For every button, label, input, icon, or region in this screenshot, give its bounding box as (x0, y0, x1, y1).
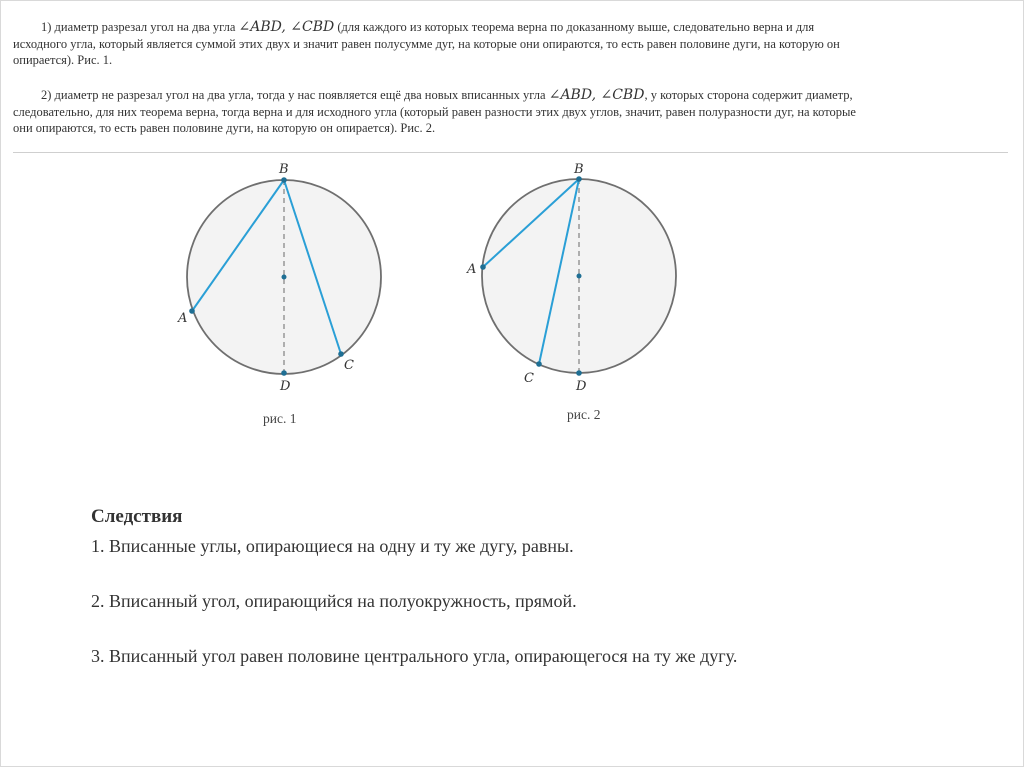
proof-paragraph-2-text-before: 2) диаметр не разрезал угол на два угла, тогда у нас появляется ещё два новых вписанных угла (41, 88, 546, 102)
figure-2-svg (461, 156, 691, 401)
fig2-point-c (536, 361, 542, 367)
angles-formula-2: ∠ABD, ∠CBD (548, 87, 645, 103)
figure-2-caption: рис. 2 (567, 407, 601, 422)
fig1-label-c: C (344, 358, 354, 373)
fig2-point-d (576, 370, 582, 376)
corollary-item-1: 1. Вписанные углы, опирающиеся на одну и ту же дугу, равны. (91, 536, 574, 556)
fig2-label-d: D (576, 379, 587, 394)
divider (13, 152, 1008, 153)
fig1-point-a (189, 308, 195, 314)
proof-paragraph-2 (13, 87, 863, 137)
fig1-label-b: B (279, 162, 289, 177)
corollary-item-3: 3. Вписанный угол равен половине центрального угла, опирающегося на ту же дугу. (91, 646, 738, 666)
corollaries-section (91, 506, 951, 667)
fig1-center-point (282, 275, 287, 280)
fig2-center-point (577, 274, 582, 279)
fig2-label-a: A (467, 262, 477, 277)
figure-1-svg (171, 156, 401, 401)
fig1-label-a: A (178, 311, 188, 326)
fig2-label-b: B (574, 162, 584, 177)
proof-paragraph-2-text-after: , у которых сторона содержит диаметр, следовательно, для них теорема верна, тогда верна и для исходного угла (который равен разности этих двух углов, значит, равен полуразности дуг, на которые они опираются, то есть равен половине дуги, на которую он опирается). Рис. 2. (13, 88, 856, 135)
proof-paragraph-1 (13, 19, 863, 69)
figure-2 (461, 156, 691, 401)
proof-paragraph-1-text-before: 1) диаметр разрезал угол на два угла (41, 20, 236, 34)
angles-formula-1: ∠ABD, ∠CBD (238, 19, 335, 35)
corollaries-title: Следствия (91, 506, 183, 527)
proof-paragraph-1-text-after: (для каждого из которых теорема верна по доказанному выше, следовательно верна и для исходного угла, который является суммой этих двух и значит равен полусумме дуг, на которые они опираются, то есть равен половине дуги, на которую он опирается). Рис. 1. (13, 20, 840, 67)
figure-1-caption: рис. 1 (263, 411, 297, 426)
fig1-label-d: D (280, 379, 291, 394)
fig2-label-c: C (524, 371, 534, 386)
figure-1 (171, 156, 401, 401)
fig2-point-a (480, 264, 486, 270)
fig1-point-c (338, 351, 344, 357)
fig1-point-d (281, 370, 287, 376)
fig1-point-b (281, 177, 287, 183)
fig2-point-b (576, 176, 582, 182)
corollary-item-2: 2. Вписанный угол, опирающийся на полуокружность, прямой. (91, 591, 577, 611)
